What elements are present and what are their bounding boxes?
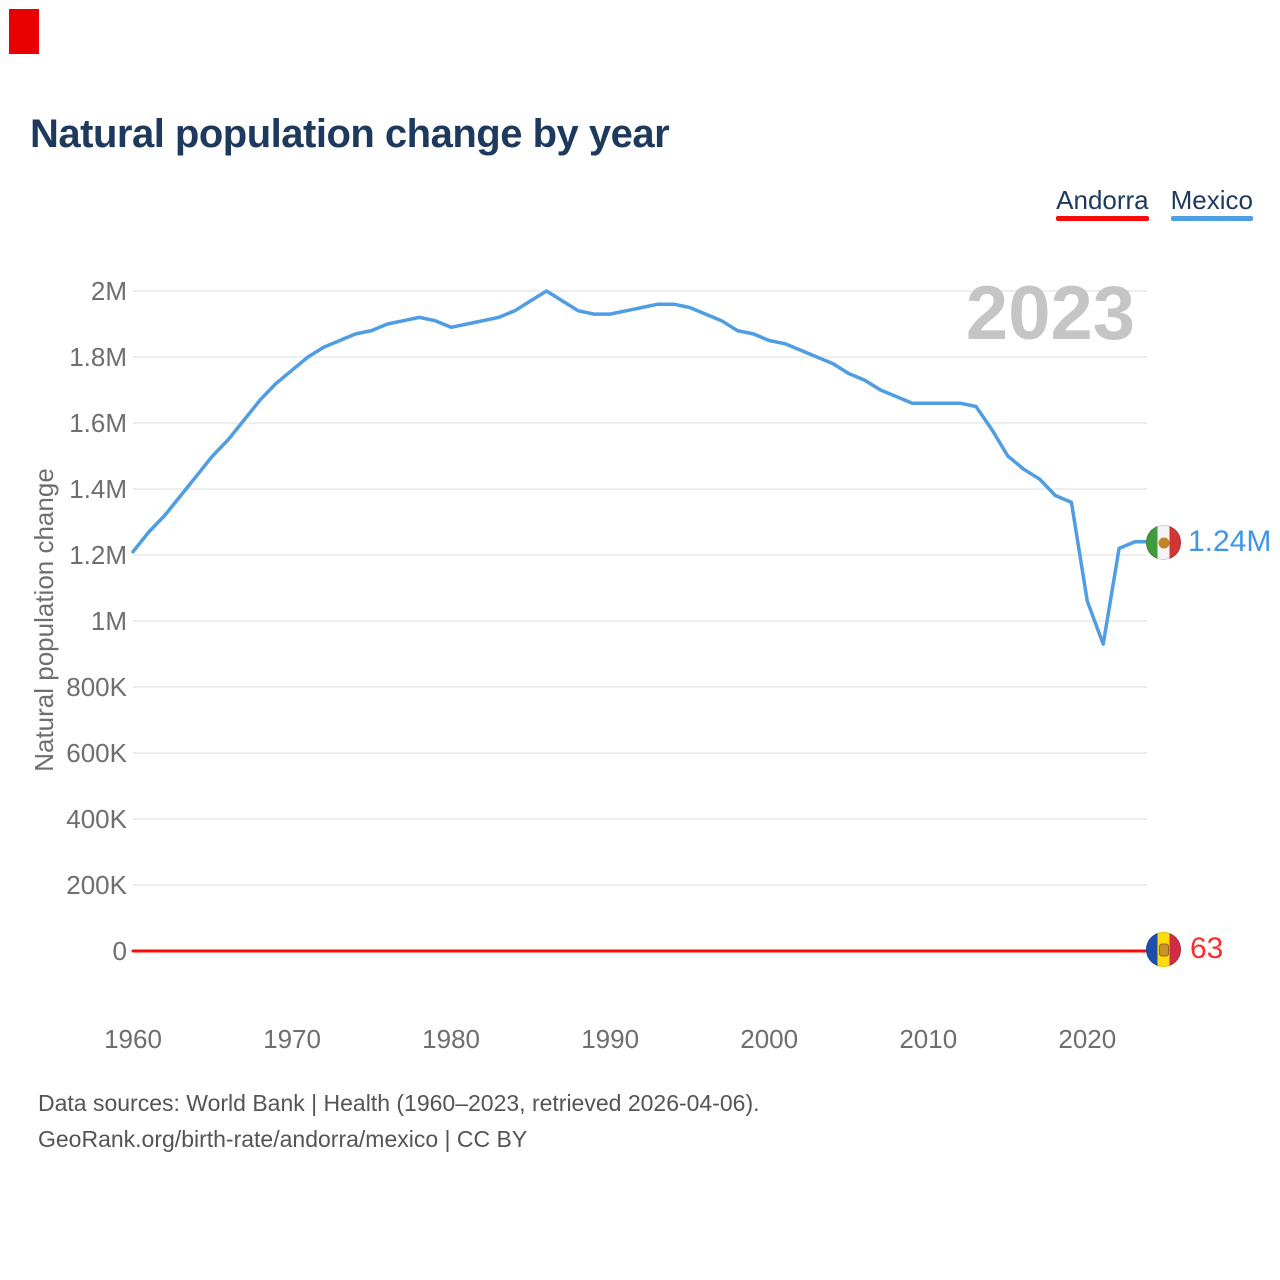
- year-watermark: 2023: [965, 271, 1135, 356]
- x-tick-label: 1990: [581, 1024, 640, 1054]
- legend-label-mexico: Mexico: [1170, 185, 1253, 215]
- y-tick-label: 1.6M: [69, 408, 127, 438]
- y-tick-label: 2M: [90, 276, 127, 306]
- andorra-flag-icon: [1146, 932, 1181, 967]
- x-tick-label: 1970: [263, 1024, 321, 1054]
- y-tick-label: 0: [112, 936, 127, 966]
- x-tick-label: 2010: [899, 1024, 958, 1054]
- x-tick-label: 1980: [422, 1024, 481, 1054]
- y-axis-title: Natural population change: [29, 468, 59, 772]
- y-tick-label: 200K: [66, 870, 127, 900]
- y-tick-label: 1.4M: [69, 474, 127, 504]
- legend-label-andorra: Andorra: [1056, 185, 1149, 215]
- footer-line-1: Data sources: World Bank | Health (1960–2023, retrieved 2026-04-06).: [38, 1090, 760, 1116]
- y-tick-label: 400K: [66, 804, 127, 834]
- y-tick-label: 1M: [90, 606, 127, 636]
- data-source-footer: [38, 1085, 760, 1157]
- andorra-end-value-label: 63: [1190, 932, 1224, 965]
- x-tick-label: 2020: [1058, 1024, 1117, 1054]
- mexico-line-series: [133, 291, 1147, 644]
- y-tick-label: 600K: [66, 738, 127, 768]
- mexico-flag-emblem-icon: [1158, 537, 1169, 548]
- y-tick-label: 1.8M: [69, 342, 127, 372]
- mexico-flag-icon: [1146, 525, 1181, 560]
- andorra-flag-emblem-icon: [1159, 943, 1169, 956]
- chart-title: Natural population change by year: [30, 112, 670, 156]
- x-tick-label: 2000: [740, 1024, 799, 1054]
- footer-line-2: GeoRank.org/birth-rate/andorra/mexico | CC BY: [38, 1126, 528, 1152]
- y-tick-label: 800K: [66, 672, 127, 702]
- x-tick-label: 1960: [104, 1024, 162, 1054]
- y-tick-label: 1.2M: [69, 540, 127, 570]
- mexico-end-value-label: 1.24M: [1188, 525, 1272, 558]
